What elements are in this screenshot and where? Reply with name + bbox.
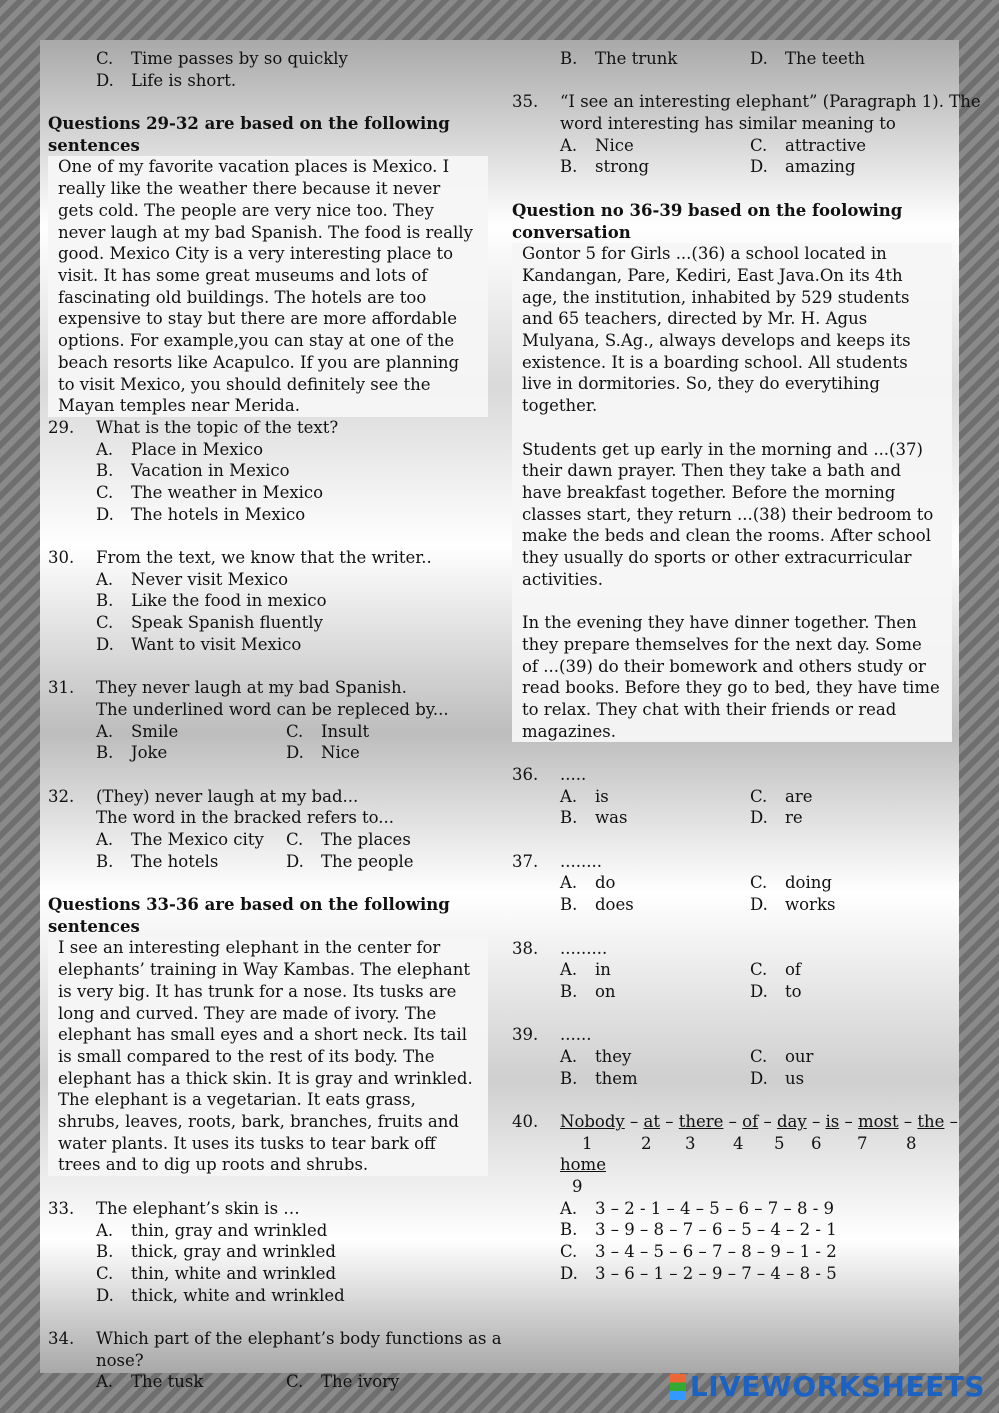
q34-options-bd[interactable]: B. The trunk D. The teeth bbox=[560, 49, 866, 68]
q28-option-d: D. Life is short. bbox=[96, 70, 237, 90]
reading-passage-elephant: I see an interesting elephant in the center for elephants’ training in Way Kambas. The elephant is very big. It has trunk for a nose. Its tusks are long and curved. They are made of ivory. The elephant has small eyes and a short neck. Its tail is small compared to the rest of its body. The elephant has a thick skin. It is gray and wrinkled. The elephant is a vegetarian. It eats grass, shrubs, leaves, roots, bark, branches, fruits and water plants. It uses its tusks to tear bark off trees and to dig up roots and shrubs. bbox=[48, 937, 488, 1176]
question-34: 34. Which part of the elephant’s body functions as a bbox=[48, 1328, 502, 1348]
q37-options-ac[interactable]: A. do C. doing bbox=[560, 873, 832, 893]
question-32: 32. (They) never laugh at my bad... bbox=[48, 786, 359, 806]
question-30: 30. From the text, we know that the writer.. bbox=[48, 548, 432, 568]
q37-options-bd[interactable]: B. does D. works bbox=[560, 895, 836, 915]
passage-paragraph-1: Gontor 5 for Girls ...(36) a school located in Kandangan, Pare, Kediri, East Java.On its 4th age, the institution, inhabited by 529 students and 65 teachers, directed by Mr. H. Agus Mulyana, S.Ag., always develops and keeps its existence. It is a boarding school. All students live in dormitories. So, they do everytihing together. bbox=[522, 244, 911, 416]
question-29: 29. What is the topic of the text? bbox=[48, 417, 339, 437]
question-31: 31. They never laugh at my bad Spanish. bbox=[48, 678, 407, 698]
passage-paragraph-3: In the evening they have dinner together. Then they prepare themselves for the next day. Some of ...(39) do their bomework and others study or read books. Before they go to bed, they have time to relax. They chat with their friends or read magazines. bbox=[522, 613, 940, 741]
q40-option-d[interactable]: D. 3 – 6 – 1 – 2 – 9 – 7 – 4 – 8 - 5 bbox=[560, 1263, 837, 1283]
q33-option-b[interactable]: B. thick, gray and wrinkled bbox=[96, 1242, 336, 1262]
q35-options-bd[interactable]: B. strong D. amazing bbox=[560, 157, 856, 177]
q30-option-a[interactable]: A. Never visit Mexico bbox=[96, 569, 289, 589]
q40-word-numbers: 1 2 3 4 5 6 7 8 bbox=[582, 1133, 917, 1153]
q36-options-ac[interactable]: A. is C. are bbox=[560, 786, 813, 806]
question-35-line2: word interesting has similar meaning to bbox=[560, 114, 896, 134]
q29-option-a[interactable]: A. Place in Mexico bbox=[96, 439, 264, 459]
q40-option-a[interactable]: A. 3 – 2 - 1 – 4 – 5 – 6 – 7 – 8 - 9 bbox=[560, 1198, 835, 1218]
q40-word-sequence: Nobody – at – there – of – day – is – most – the – bbox=[560, 1112, 958, 1132]
question-39: 39. ...... bbox=[512, 1025, 592, 1045]
q32-options-ac[interactable]: A. The Mexico city C. The places bbox=[96, 829, 411, 849]
q40-number-home: 9 bbox=[572, 1177, 583, 1197]
q40-option-b[interactable]: B. 3 – 9 – 8 – 7 – 6 – 5 – 4 – 2 - 1 bbox=[560, 1220, 837, 1240]
reading-passage-mexico: One of my favorite vacation places is Mexico. I really like the weather there because it never gets cold. The people are very nice too. They never laugh at my bad Spanish. The food is really good. Mexico City is a very interesting place to visit. It has some great museums and lots of fascinating old buildings. The hotels are too expensive to stay but there are more affordable options. For example,you can stay at one of the beach resorts like Acapulco. If you are planning to visit Mexico, you should definitely see the Mayan temples near Merida. bbox=[48, 156, 488, 416]
question-35: 35. “I see an interesting elephant” (Paragraph 1). The bbox=[512, 92, 981, 112]
question-38: 38. ......... bbox=[512, 938, 608, 958]
reading-passage-gontor bbox=[512, 243, 952, 742]
liveworksheets-logo[interactable]: LIVEWORKSHEETS bbox=[670, 1370, 985, 1403]
q30-option-d[interactable]: D. Want to visit Mexico bbox=[96, 634, 302, 654]
section-heading-33-36: Questions 33-36 are based on the following sentences bbox=[48, 895, 450, 936]
q31-options-bd[interactable]: B. Joke D. Nice bbox=[96, 743, 360, 763]
q32-options-bd[interactable]: B. The hotels D. The people bbox=[96, 851, 414, 871]
q29-option-d[interactable]: D. The hotels in Mexico bbox=[96, 504, 306, 524]
question-33: 33. The elephant’s skin is … bbox=[48, 1198, 300, 1218]
q29-option-b[interactable]: B. Vacation in Mexico bbox=[96, 461, 290, 481]
q35-options-ac[interactable]: A. Nice C. attractive bbox=[560, 135, 867, 155]
q30-option-c[interactable]: C. Speak Spanish fluently bbox=[96, 613, 323, 633]
q40-option-c[interactable]: C. 3 – 4 – 5 – 6 – 7 – 8 – 9 – 1 - 2 bbox=[560, 1242, 837, 1262]
section-heading-29-32: Questions 29-32 are based on the following sentences bbox=[48, 114, 450, 155]
q33-option-c[interactable]: C. thin, white and wrinkled bbox=[96, 1263, 337, 1283]
q39-options-ac[interactable]: A. they C. our bbox=[560, 1046, 814, 1066]
q30-option-b[interactable]: B. Like the food in mexico bbox=[96, 591, 327, 611]
left-column bbox=[48, 48, 502, 1393]
q34-options-ac[interactable]: A. The tusk C. The ivory bbox=[96, 1372, 400, 1392]
right-column bbox=[512, 48, 981, 1285]
question-36: 36. ..... bbox=[512, 765, 587, 785]
question-31-line2: The underlined word can be repleced by... bbox=[96, 699, 449, 719]
logo-icon bbox=[670, 1374, 686, 1400]
question-32-line2: The word in the bracked refers to... bbox=[96, 808, 395, 828]
q38-options-bd[interactable]: B. on D. to bbox=[560, 981, 802, 1001]
q39-options-bd[interactable]: B. them D. us bbox=[560, 1068, 805, 1088]
question-37: 37. ........ bbox=[512, 851, 602, 871]
q29-option-c[interactable]: C. The weather in Mexico bbox=[96, 482, 324, 502]
q40-word-home: home bbox=[560, 1155, 606, 1175]
q33-option-d[interactable]: D. thick, white and wrinkled bbox=[96, 1285, 345, 1305]
q33-option-a[interactable]: A. thin, gray and wrinkled bbox=[96, 1220, 328, 1240]
q38-options-ac[interactable]: A. in C. of bbox=[560, 960, 802, 980]
passage-paragraph-2: Students get up early in the morning and ...(37) their dawn prayer. Then they take a bath and have breakfast together. Before the morning classes start, they return ...(38) their bedroom to make the beds and clean the rooms. After school they usually do sports or other extracurricular activities. bbox=[522, 439, 934, 589]
q28-option-c: C. Time passes by so quickly bbox=[96, 49, 348, 68]
q36-options-bd[interactable]: B. was D. re bbox=[560, 808, 803, 828]
question-34-line2: nose? bbox=[96, 1350, 144, 1370]
q31-options-ac[interactable]: A. Smile C. Insult bbox=[96, 721, 370, 741]
section-heading-36-39: Question no 36-39 based on the foolowing conversation bbox=[512, 200, 903, 242]
question-40: 40. Nobody – at – there – of – day – is – most – the – bbox=[512, 1112, 958, 1132]
